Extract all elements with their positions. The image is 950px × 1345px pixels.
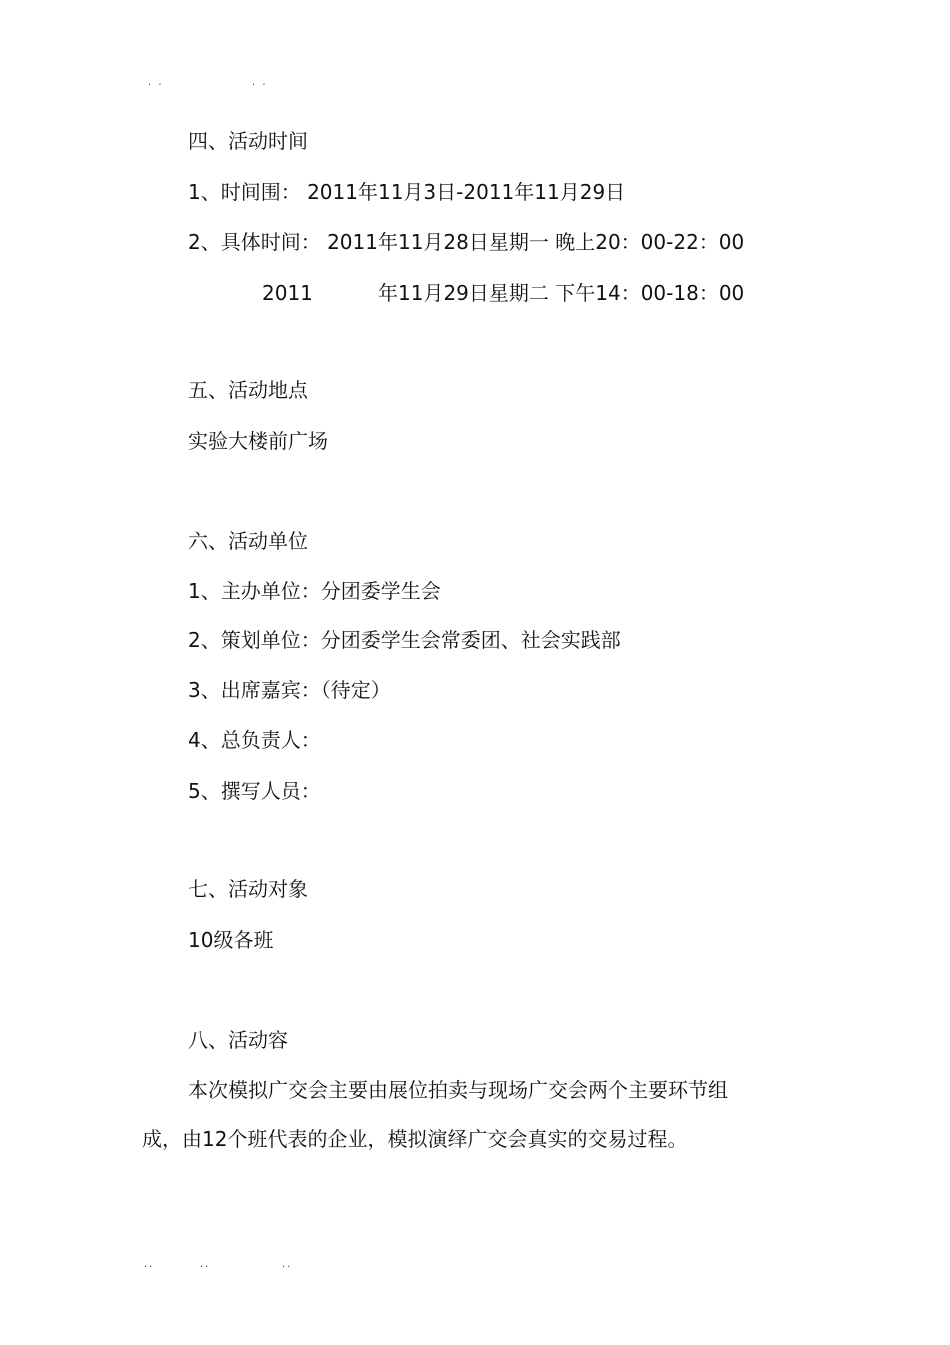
section6-heading: 六、活动单位 xyxy=(188,529,308,553)
section7-heading: 七、活动对象 xyxy=(188,877,308,901)
header-dots-right: . . xyxy=(252,77,268,88)
footer-dots-2: .. xyxy=(200,1259,211,1270)
section6-item: 1、主办单位：分团委学生会 xyxy=(188,579,441,603)
section8-heading: 八、活动容 xyxy=(188,1028,288,1052)
footer-dots-1: .. xyxy=(144,1259,155,1270)
section4-specific-time-2-rest: 年11月29日星期二 下午14：00-18：00 xyxy=(378,281,745,305)
section8-paragraph-line-2: 成，由12个班代表的企业，模拟演绎广交会真实的交易过程。 xyxy=(142,1127,688,1151)
section4-specific-time-1: 2、具体时间： 2011年11月28日星期一 晚上20：00-22：00 xyxy=(188,230,745,254)
header-dots-left: . . xyxy=(148,77,164,88)
section6-item: 4、总负责人： xyxy=(188,728,321,752)
section4-specific-time-2-year: 2011 xyxy=(262,281,313,305)
section4-heading: 四、活动时间 xyxy=(188,129,308,153)
section4-time-range: 1、时间围： 2011年11月3日-2011年11月29日 xyxy=(188,180,626,204)
section7-target: 10级各班 xyxy=(188,928,274,952)
section5-heading: 五、活动地点 xyxy=(188,378,308,402)
footer-dots-3: .. xyxy=(282,1259,293,1270)
section6-item: 5、撰写人员： xyxy=(188,779,321,803)
section6-item: 2、策划单位：分团委学生会常委团、社会实践部 xyxy=(188,628,621,652)
section5-place: 实验大楼前广场 xyxy=(188,429,328,453)
section6-item: 3、出席嘉宾：（待定） xyxy=(188,678,391,702)
section8-paragraph-line-1: 本次模拟广交会主要由展位拍卖与现场广交会两个主要环节组 xyxy=(188,1078,728,1102)
